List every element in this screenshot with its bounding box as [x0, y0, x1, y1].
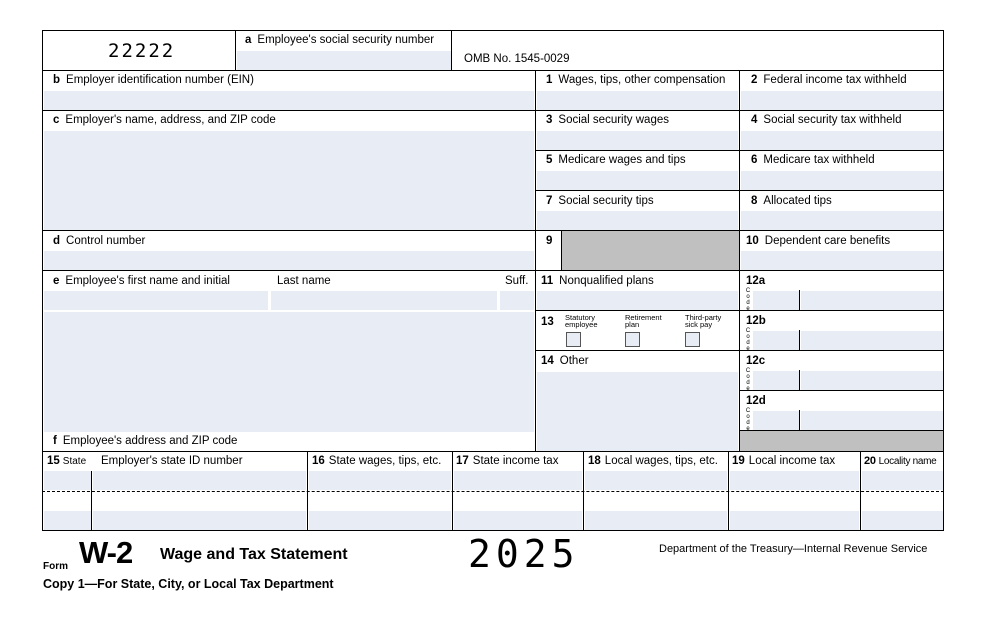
box12a-label: 12a: [746, 275, 766, 287]
box9-label: 9: [546, 235, 553, 247]
box15-id-label: Employer's state ID number: [101, 455, 243, 467]
box-a-label: a Employee's social security number: [245, 34, 435, 46]
box1-label: 1 Wages, tips, other compensation: [546, 74, 726, 86]
box-d-label: d Control number: [53, 235, 146, 247]
box12b-code-label: C o d e: [745, 328, 751, 352]
box-e-suffix-label: Suff.: [505, 275, 529, 287]
department-label: Department of the Treasury—Internal Revenue Service: [659, 543, 928, 555]
third-party-sick-pay-checkbox[interactable]: [685, 332, 700, 347]
statutory-employee-checkbox[interactable]: [566, 332, 581, 347]
box-e-label: e Employee's first name and initial: [53, 275, 230, 287]
box12c-label: 12c: [746, 355, 766, 367]
box13-label: 13: [541, 316, 554, 328]
form-title: Wage and Tax Statement: [160, 546, 348, 563]
box12b-label: 12b: [746, 315, 766, 327]
box-f-label: f Employee's address and ZIP code: [53, 435, 238, 447]
statutory-employee-label: Statutory employee: [565, 313, 598, 329]
retirement-plan-label: Retirement plan: [625, 313, 662, 329]
box7-label: 7 Social security tips: [546, 195, 654, 207]
retirement-plan-checkbox[interactable]: [625, 332, 640, 347]
box12d-code-label: C o d e: [745, 408, 751, 432]
box17-label: 17 State income tax: [456, 455, 559, 467]
box20-label: 20 Locality name: [864, 455, 937, 467]
void-code: 22222: [108, 40, 176, 62]
box16-label: 16 State wages, tips, etc.: [312, 455, 442, 467]
box14-label: 14 Other: [541, 355, 589, 367]
box2-label: 2 Federal income tax withheld: [751, 74, 907, 86]
box-b-label: b Employer identification number (EIN): [53, 74, 254, 86]
copy-label: Copy 1—For State, City, or Local Tax Department: [43, 577, 334, 591]
form-word: Form: [43, 561, 68, 572]
box12a-code-label: C o d e: [745, 288, 751, 312]
box3-label: 3 Social security wages: [546, 114, 669, 126]
box5-label: 5 Medicare wages and tips: [546, 154, 686, 166]
box12c-code-label: C o d e: [745, 368, 751, 392]
box10-label: 10 Dependent care benefits: [746, 235, 891, 247]
third-party-sick-pay-label: Third-party sick pay: [685, 313, 722, 329]
box8-label: 8 Allocated tips: [751, 195, 832, 207]
form-name: W-2: [79, 535, 133, 570]
box6-label: 6 Medicare tax withheld: [751, 154, 875, 166]
box-e-last-name-label: Last name: [277, 275, 331, 287]
box15-label: 15 State: [47, 455, 87, 467]
box18-label: 18 Local wages, tips, etc.: [588, 455, 718, 467]
box-c-label: c Employer's name, address, and ZIP code: [53, 114, 276, 126]
box19-label: 19 Local income tax: [732, 455, 836, 467]
box11-label: 11 Nonqualified plans: [541, 275, 654, 287]
box12d-label: 12d: [746, 395, 766, 407]
tax-year: 2025: [468, 532, 580, 576]
omb-number: OMB No. 1545-0029: [464, 53, 570, 65]
box4-label: 4 Social security tax withheld: [751, 114, 902, 126]
state-row-divider: [42, 491, 944, 492]
